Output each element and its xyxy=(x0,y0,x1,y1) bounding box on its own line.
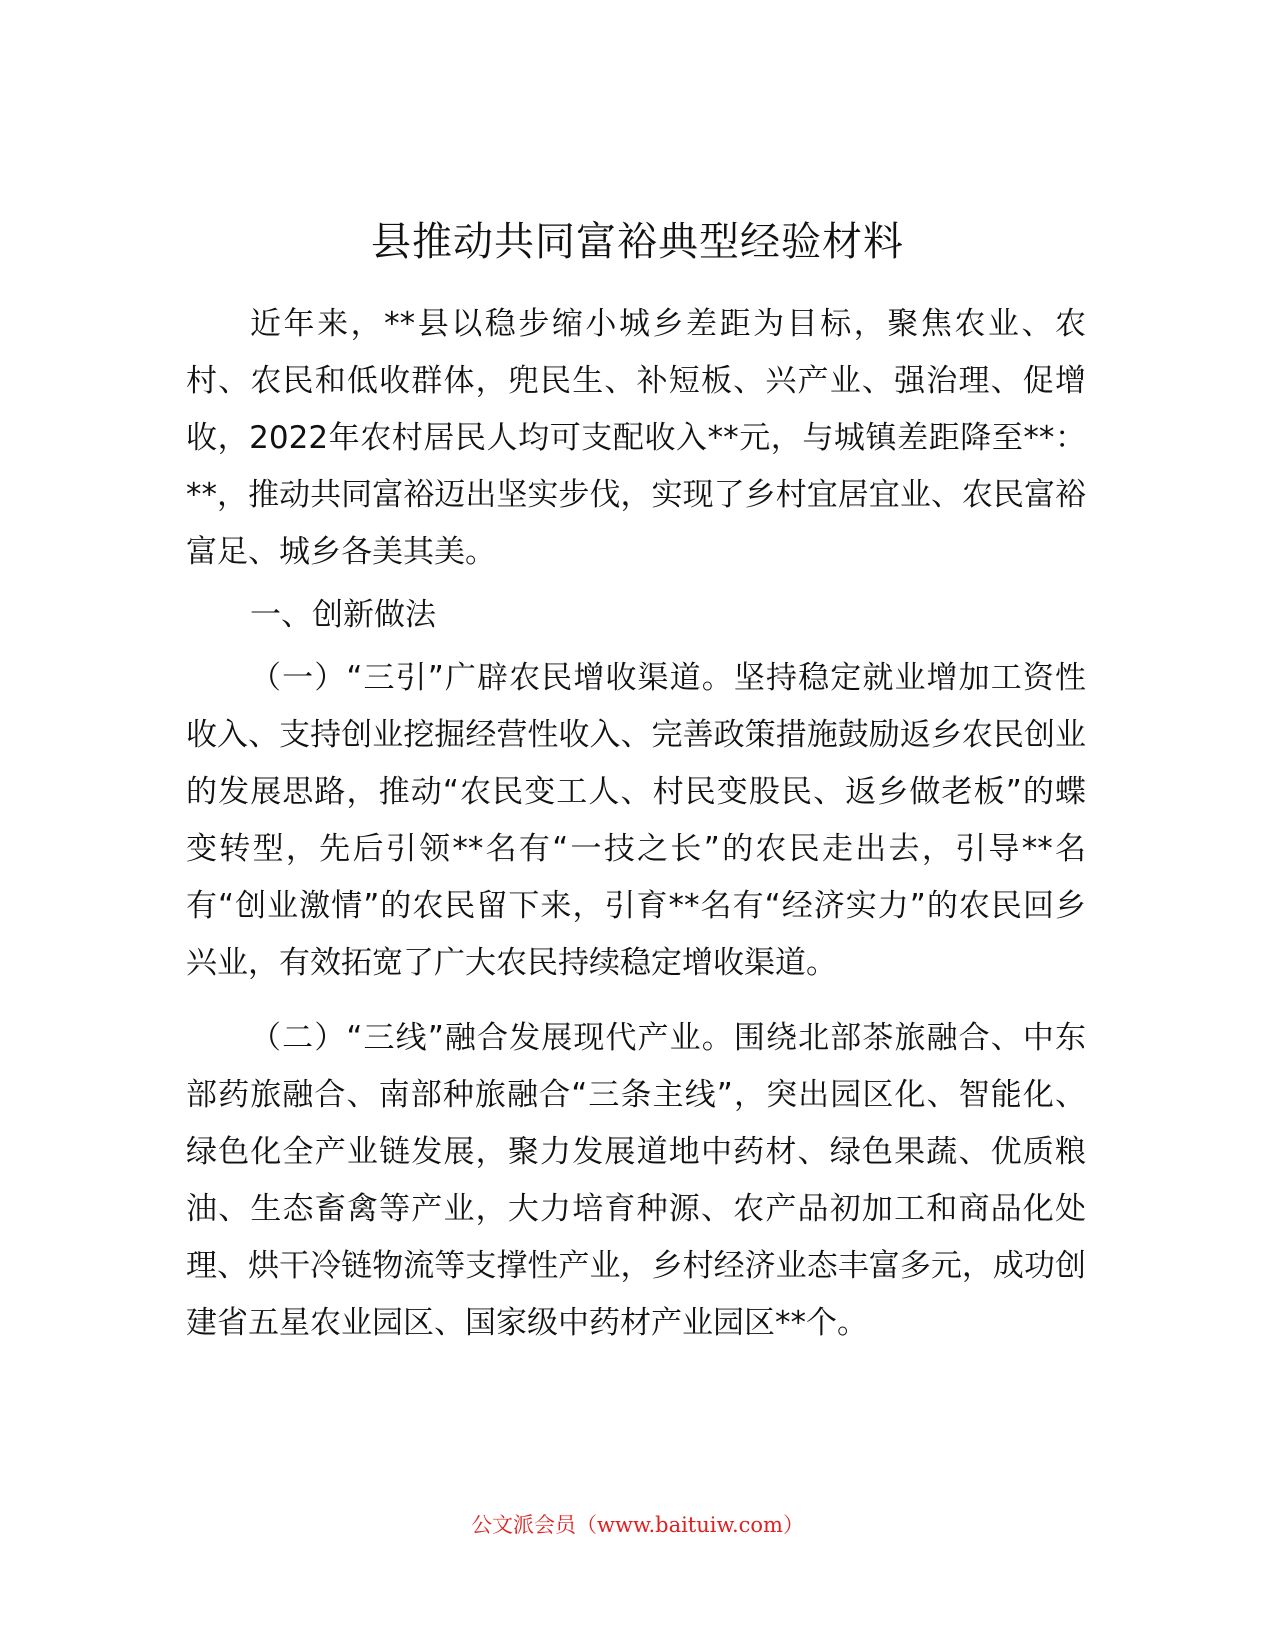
section-heading: 一、创新做法 xyxy=(250,597,436,633)
footer-watermark: 公文派会员（www.baituiw.com） xyxy=(471,1513,804,1537)
paragraph-two: （二）“三线”融合发展现代产业。围绕北部茶旅融合、中东部药旅融合、南部种旅融合“三条主线”，突出园区化、智能化、绿色化全产业链发展，聚力发展道地中药材、绿色果蔬、优质粮油、生态畜禽等产业，大力培育种源、农产品初加工和商品化处理、烘干冷链物流等支撑性产业，乡村经济业态丰富多元，成功创建省五星农业园区、国家级中药材产业园区**个。 xyxy=(186,1020,1086,1341)
intro-paragraph: 近年来，**县以稳步缩小城乡差距为目标，聚焦农业、农村、农民和低收群体，兜民生、补短板、兴产业、强治理、促增收，2022年农村居民人均可支配收入**元，与城镇差距降至**：**，推动共同富裕迈出坚实步伐，实现了乡村宜居宜业、农民富裕富足、城乡各美其美。 xyxy=(186,306,1086,570)
document-title: 县推动共同富裕典型经验材料 xyxy=(371,219,904,265)
paragraph-one: （一）“三引”广辟农民增收渠道。坚持稳定就业增加工资性收入、支持创业挖掘经营性收入、完善政策措施鼓励返乡农民创业的发展思路，推动“农民变工人、村民变股民、返乡做老板”的蝶变转型，先后引领**名有“一技之长”的农民走出去，引导**名有“创业激情”的农民留下来，引育**名有“经济实力”的农民回乡兴业，有效拓宽了广大农民持续稳定增收渠道。 xyxy=(186,660,1086,981)
document-body xyxy=(186,296,1086,1352)
